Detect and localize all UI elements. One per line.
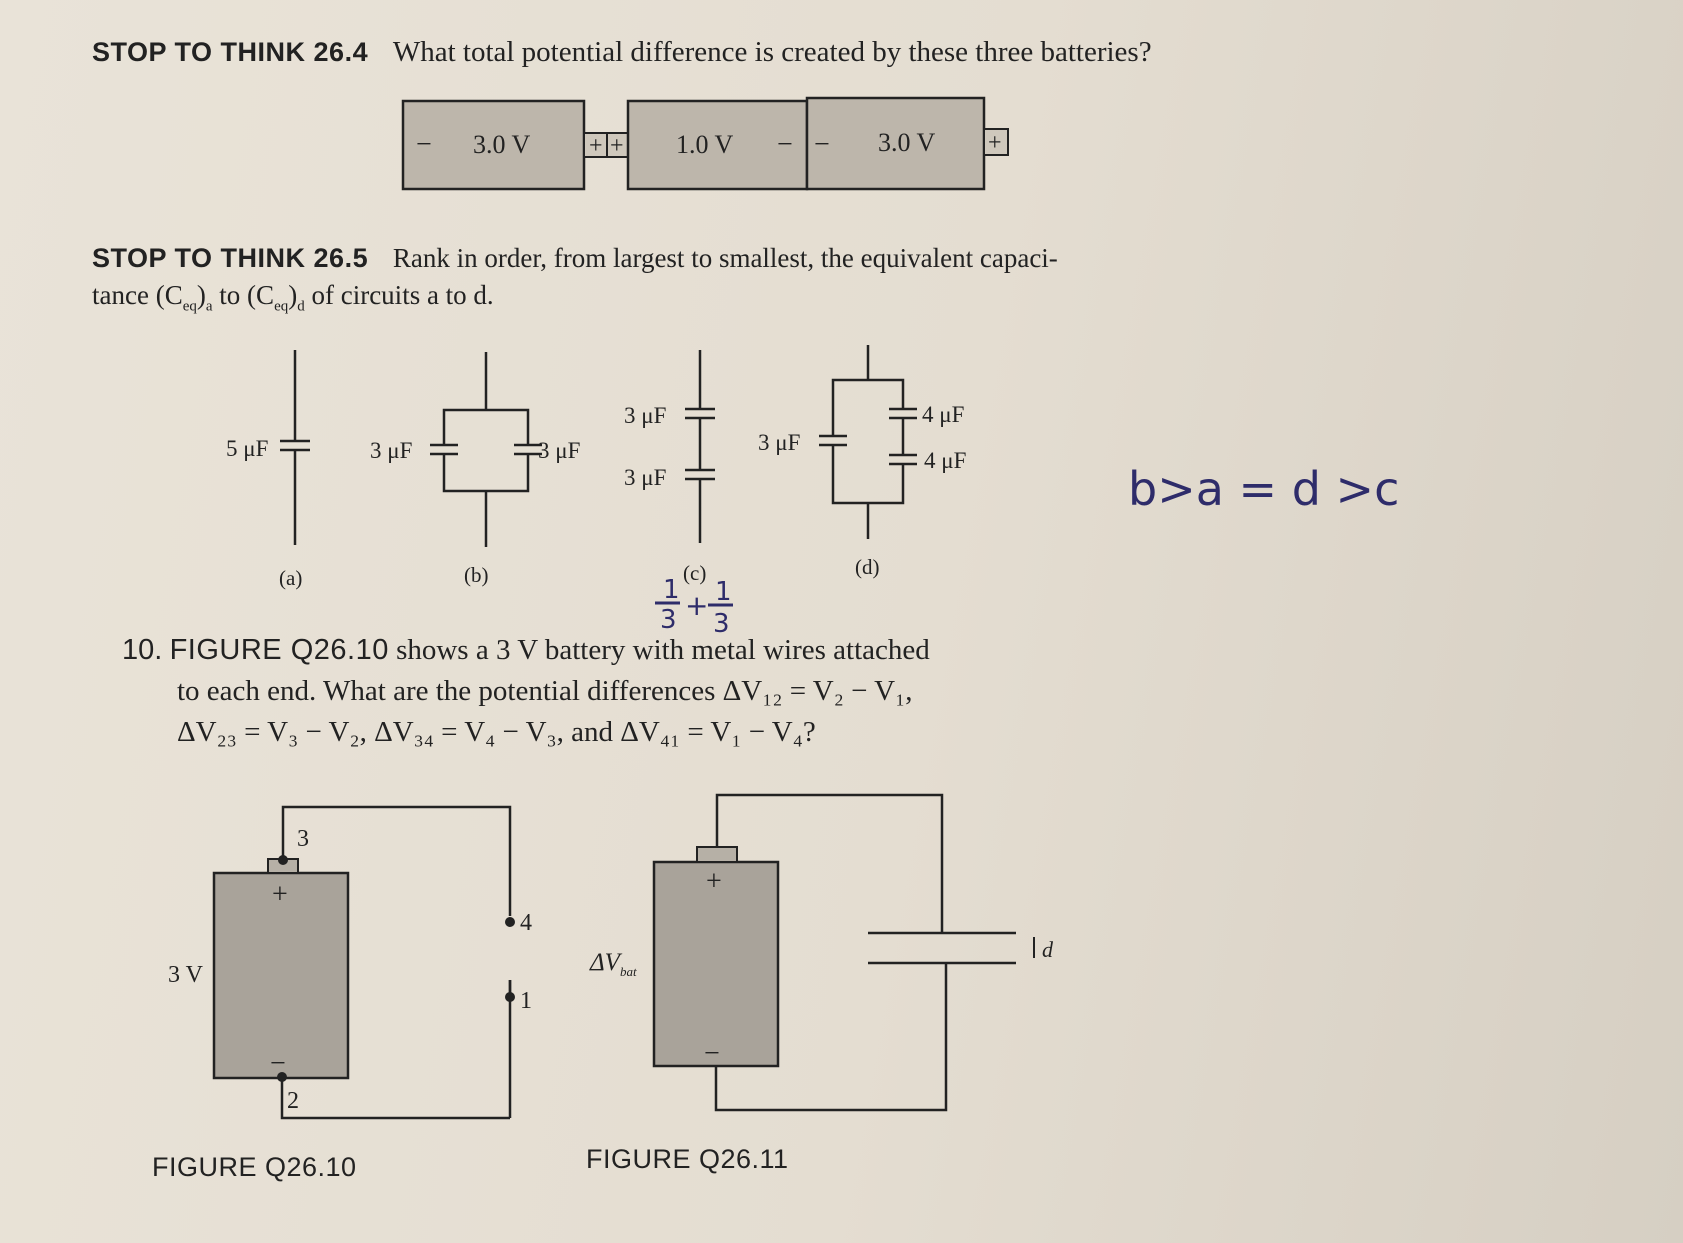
gap-d-label: d	[1042, 937, 1053, 962]
circuit-b-caption: (b)	[464, 563, 489, 587]
battery-2-voltage: 1.0 V	[676, 130, 734, 159]
svg-text:+: +	[685, 589, 709, 622]
question-10	[122, 630, 1062, 753]
battery-2-left-terminal: +	[610, 133, 624, 159]
question-10-number: 10.	[122, 634, 163, 666]
figure-q26-11	[589, 795, 1054, 1110]
stop-26-5-question-line1: Rank in order, from largest to smallest, the equivalent capaci-	[392, 243, 1058, 273]
battery-voltage-label: 3 V	[168, 962, 203, 988]
battery-1-left-terminal: −	[416, 129, 432, 160]
battery-1-voltage: 3.0 V	[473, 130, 531, 159]
svg-text:3: 3	[660, 605, 677, 635]
battery-1-right-terminal: +	[589, 133, 603, 159]
svg-text:1: 1	[715, 577, 732, 607]
svg-text:1: 1	[663, 575, 680, 605]
battery-2-right-terminal: −	[777, 129, 793, 160]
delta-v-bat-label: $\Delta V_{bat}$	[590, 949, 637, 979]
circuit-d-left-capacitor-label: 3 μF	[758, 430, 801, 455]
battery-3-left-terminal: −	[814, 129, 830, 160]
circuit-d-top-capacitor-label: 4 μF	[922, 402, 965, 427]
stop-26-5-line2: tance $(C_{eq})_a$ to $(C_{eq})_d$ of circuits a to d.	[92, 280, 494, 315]
node-3-label: 3	[297, 826, 309, 852]
node-4-label: 4	[520, 910, 532, 936]
battery-minus-sign: −	[704, 1038, 720, 1069]
figure-q26-10-caption: FIGURE Q26.10	[152, 1152, 357, 1182]
circuit-c	[685, 350, 715, 543]
circuit-a-caption: (a)	[279, 566, 303, 590]
circuit-c-bottom-capacitor-label: 3 μF	[624, 465, 667, 490]
question-10-line3: ΔV₂₃ = V₃ − V₂, ΔV₃₄ = V₄ − V₃, and ΔV₄₁ = V₁ − V₄?	[177, 716, 816, 748]
handwritten-ranking: b>a = d >c	[1128, 462, 1400, 516]
circuit-c-top-capacitor-label: 3 μF	[624, 403, 667, 428]
stop-26-5-label: STOP TO THINK 26.5	[92, 243, 369, 273]
circuit-a-capacitor-label: 5 μF	[226, 436, 269, 461]
battery-minus-sign: −	[270, 1048, 286, 1079]
figure-q26-11-caption: FIGURE Q26.11	[586, 1144, 789, 1174]
circuit-d-caption: (d)	[855, 555, 880, 579]
stop-to-think-26-5	[92, 240, 1142, 276]
node-2-label: 2	[287, 1088, 299, 1114]
battery-plus-sign: +	[706, 866, 722, 897]
stop-26-4-label: STOP TO THINK 26.4	[92, 37, 369, 67]
figure-q26-10	[168, 807, 532, 1118]
node-1-label: 1	[520, 988, 532, 1014]
svg-text:3: 3	[713, 609, 730, 639]
circuit-b-left-capacitor-label: 3 μF	[370, 438, 413, 463]
battery-3-right-terminal: +	[988, 130, 1002, 156]
battery-plus-sign: +	[272, 879, 288, 910]
battery-figure	[403, 98, 1008, 189]
circuit-c-caption: (c)	[683, 561, 707, 585]
circuit-a	[280, 350, 310, 545]
battery-positive-cap	[697, 847, 737, 862]
question-10-line2: to each end. What are the potential differences ΔV₁₂ = V₂ − V₁,	[177, 675, 913, 707]
circuit-d-bottom-capacitor-label: 4 μF	[924, 448, 967, 473]
stop-26-4-question: What total potential difference is created by these three batteries?	[392, 36, 1152, 68]
circuit-b-right-capacitor-label: 3 μF	[538, 438, 581, 463]
circuit-d	[819, 345, 917, 539]
battery-3-voltage: 3.0 V	[878, 128, 936, 157]
question-10-figure-ref: FIGURE Q26.10	[169, 634, 389, 666]
question-10-line1: shows a 3 V battery with metal wires attached	[388, 634, 930, 666]
circuit-b	[430, 352, 542, 547]
